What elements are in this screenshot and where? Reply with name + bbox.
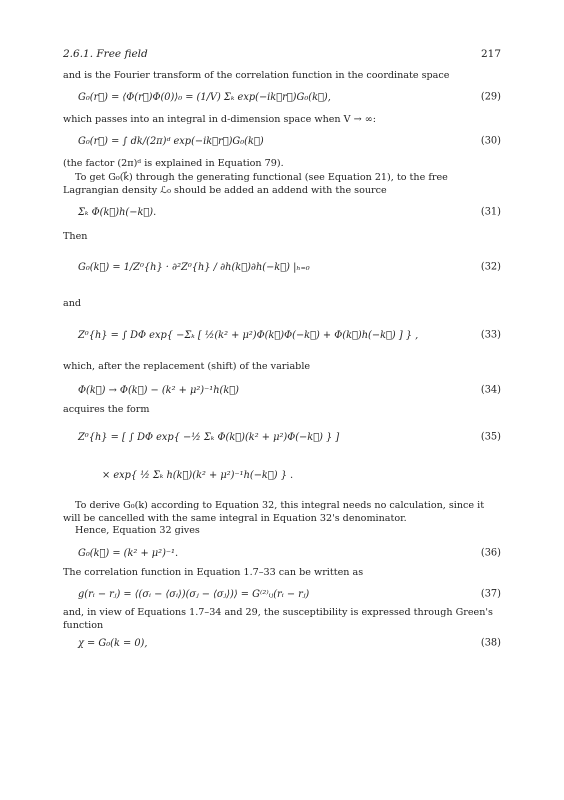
equation-35-line-1: [78, 420, 501, 454]
equation-36: [78, 543, 501, 563]
equation-34: [78, 380, 501, 400]
paragraph: which passes into an integral in d-dimension space when V → ∞:: [63, 114, 376, 125]
equation-38: [78, 633, 501, 653]
equation-32: [78, 252, 501, 282]
equation-35-line-2: [102, 458, 501, 492]
equation-number: (33): [480, 329, 501, 341]
paragraph: Hence, Equation 32 gives: [75, 525, 200, 536]
equation-body: Φ(k⃗) → Φ(k⃗) − (k² + μ²)⁻¹h(k⃗): [78, 384, 239, 396]
section-title: 2.6.1. Free field: [63, 48, 148, 60]
equation-body: G₀(r⃗) = ∫ dk/(2π)ᵈ exp(−ik⃗r⃗)G₀(k⃗): [78, 135, 264, 147]
equation-30: [78, 131, 501, 151]
equation-number: (32): [480, 261, 501, 273]
paragraph: and is the Fourier transform of the correlation function in the coordinate space: [63, 70, 450, 81]
equation-number: (37): [480, 588, 501, 600]
equation-37: [78, 584, 501, 604]
equation-body: G₀(k⃗) = (k² + μ²)⁻¹.: [78, 547, 179, 559]
equation-number: (30): [480, 135, 501, 147]
paragraph: and, in view of Equations 1.7–34 and 29, the susceptibility is expressed through Green's function: [63, 607, 493, 631]
paragraph: which, after the replacement (shift) of the variable: [63, 361, 311, 372]
equation-number: (38): [480, 637, 501, 649]
equation-body: × exp{ ½ Σₖ h(k⃗)(k² + μ²)⁻¹h(−k⃗) } .: [102, 469, 294, 481]
equation-number: (29): [480, 91, 501, 103]
equation-number: (36): [480, 547, 501, 559]
paragraph: The correlation function in Equation 1.7–33 can be written as: [63, 567, 364, 578]
paragraph: acquires the form: [63, 404, 150, 415]
equation-number: (34): [480, 384, 501, 396]
equation-33: [78, 318, 501, 352]
equation-29: [78, 87, 501, 107]
equation-body: Σₖ Φ(k⃗)h(−k⃗).: [78, 206, 157, 218]
paragraph: Then: [63, 231, 88, 242]
paragraph: To derive G₀(k) according to Equation 32, this integral needs no calculation, since it will be cancelled with the same integral in Equation 32's denominator.: [63, 500, 485, 524]
equation-number: (35): [480, 431, 501, 443]
equation-body: g(rᵢ − rⱼ) = ⟨(σᵢ − ⟨σᵢ⟩)(σⱼ − ⟨σⱼ⟩)⟩ = G⁽²⁾ᵢⱼ(rᵢ − rⱼ): [78, 588, 310, 600]
equation-body: Z⁰{h} = ∫ DΦ exp{ −Σₖ [ ½(k² + μ²)Φ(k⃗)Φ(−k⃗) + Φ(k⃗)h(−k⃗) ] } ,: [78, 329, 419, 341]
equation-body: G₀(k⃗) = 1/Z⁰{h} · ∂²Z⁰{h} / ∂h(k⃗)∂h(−k⃗) |ₕ₌₀: [78, 261, 310, 273]
paragraph: (the factor (2π)ᵈ is explained in Equation 79).: [63, 158, 284, 169]
equation-body: G₀(r⃗) = ⟨Φ(r⃗)Φ(0)⟩₀ = (1/V) Σₖ exp(−ik⃗r⃗)G₀(k⃗),: [78, 91, 331, 103]
equation-body: χ = G₀(k = 0),: [78, 637, 148, 649]
page-number: 217: [480, 48, 501, 60]
equation-number: (31): [480, 206, 501, 218]
paragraph: and: [63, 298, 82, 309]
equation-body: Z⁰{h} = [ ∫ DΦ exp{ −½ Σₖ Φ(k⃗)(k² + μ²)Φ(−k⃗) } ]: [78, 431, 340, 443]
running-header: [63, 48, 501, 62]
paragraph: To get G₀(k⃗) through the generating functional (see Equation 21), to the free Lagrangian density ℒ₀ should be added an addend with the source: [63, 172, 448, 196]
equation-31: [78, 202, 501, 222]
